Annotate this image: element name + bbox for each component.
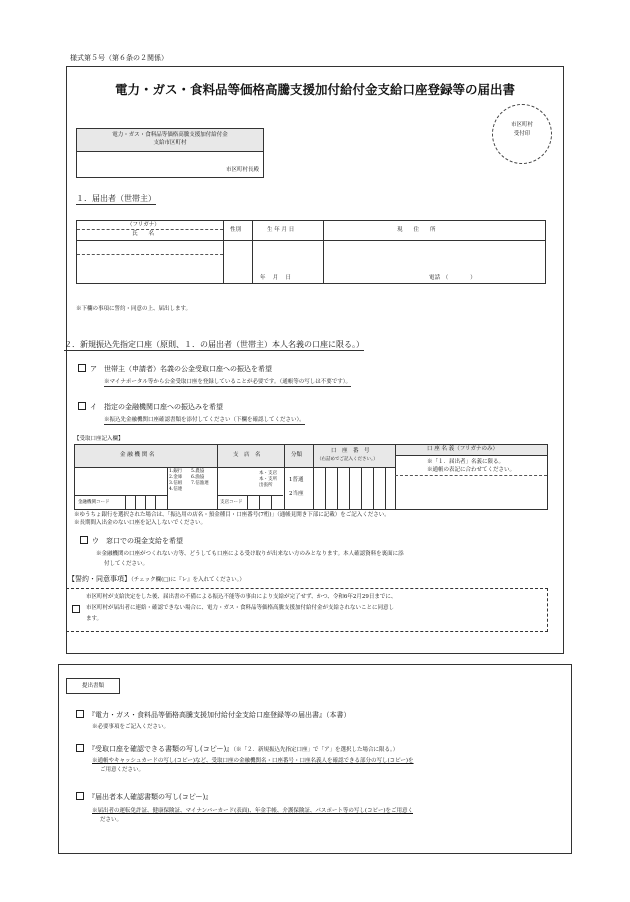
applicant-table[interactable] xyxy=(76,220,546,284)
consent-heading-row xyxy=(68,575,245,584)
form-number: 様式第５号（第６条の２関係） xyxy=(70,54,168,62)
col-holder: 口 座 名 義（フリガナのみ） xyxy=(427,446,498,452)
option-u-label: ウ 窓口での現金支給を希望 xyxy=(92,537,183,545)
col-number: 口 座 番 号 xyxy=(331,448,370,454)
birth-label: 生 年 月 日 xyxy=(267,227,295,233)
item2-sub: （※「２．新規振込先指定口座」で「ア」を選択した場合に限る。） xyxy=(233,747,399,753)
option-a-label: ア 世帯主（申請者）名義の公金受取口座への振込を希望 xyxy=(90,365,272,373)
account-type-2: 2当座 xyxy=(289,491,304,497)
birth-date-fields: 年 月 日 xyxy=(260,275,291,281)
option-u-note2: 付してください。 xyxy=(104,561,149,567)
bank-types-2: 5.農協 6.漁協 7.信漁連 xyxy=(191,469,209,486)
holder-note2: ※通帳の表記に合わせてください。 xyxy=(427,467,516,473)
item3-label: 『届出者本人確認書類の写し(コピー)』 xyxy=(88,793,213,801)
submission-item3[interactable] xyxy=(76,792,212,802)
consent-line2: 市区町村が届出者に連絡・確認できない場合に、電力・ガス・食料品等価格高騰支援加付給付金が支給されないことに同意し xyxy=(86,605,395,611)
note-long: ※長期間入出金のない口座を記入しないでください。 xyxy=(74,520,207,526)
consent-heading-sub: （チェック欄(□)に『レ』を入れてください。） xyxy=(131,577,245,583)
option-u[interactable] xyxy=(80,536,183,546)
gender-label: 性別 xyxy=(230,227,242,233)
item3-note1: ※届出者の運転免許証、健康保険証、マイナンバーカード(表面)、年金手帳、介護保険証、パスポート等の写し(コピー)をご用意く xyxy=(92,808,413,814)
option-a[interactable] xyxy=(78,364,272,374)
item2-checkbox[interactable] xyxy=(76,744,84,752)
submission-item1[interactable] xyxy=(76,710,351,720)
consent-line3: ます。 xyxy=(86,616,103,622)
reception-stamp xyxy=(492,104,552,164)
account-section-label: 【受取口座記入欄】 xyxy=(74,436,124,442)
submission-heading: 提出書類 xyxy=(81,683,104,689)
option-i[interactable] xyxy=(78,402,223,412)
name-label: 氏 名 xyxy=(132,231,155,237)
item2-note1: ※通帳やキャッシュカードの写し(コピー)など、受取口座の金融機関名・口座番号・口座名義人を確認できる部分の写し(コピー)を xyxy=(92,758,414,764)
option-u-checkbox[interactable] xyxy=(80,536,88,544)
item2-label: 『受取口座を確認できる書類の写し(コピー)』 xyxy=(88,745,234,753)
bank-code-label: 金融機関コード xyxy=(78,500,110,505)
addressee-line1: 電力・ガス・食料品等価格高騰支援加付給付金 xyxy=(112,132,228,138)
item2-note2: ご用意ください。 xyxy=(100,767,145,773)
address-label: 現 住 所 xyxy=(397,227,436,233)
consent-heading: 【誓約・同意事項】 xyxy=(68,575,131,583)
account-table[interactable] xyxy=(74,444,548,510)
note-yucho: ※ゆうちょ銀行を選択された場合は、「振込用の店名・預金種目・口座番号(7桁)」（通帳見開き下部に記載）をご記入ください。 xyxy=(74,512,390,518)
option-i-checkbox[interactable] xyxy=(78,402,86,410)
branch-types: 本・支店 本・支所 出張所 xyxy=(259,471,277,488)
col-number-sub: （右詰めでご記入ください。） xyxy=(317,457,378,462)
item1-note: ※必要事項をご記入ください。 xyxy=(92,724,170,730)
stamp-line1: 市区町村 xyxy=(510,122,533,128)
option-i-label: イ 指定の金融機関口座への振込みを希望 xyxy=(90,403,223,411)
option-a-note: ※マイナポータル等から公金受取口座を登録していることが必要です。（通帳等の写しは不要です）。 xyxy=(104,379,351,385)
branch-code-label: 支店コード xyxy=(220,500,243,505)
col-bank: 金 融 機 関 名 xyxy=(120,452,155,458)
account-type-1: 1普通 xyxy=(289,477,304,483)
col-branch: 支 店 名 xyxy=(233,452,261,458)
item1-checkbox[interactable] xyxy=(76,710,84,718)
pledge-note: ※下欄の事項に誓約・同意の上、届出します。 xyxy=(76,306,192,312)
phone-field: 電話 （ ） xyxy=(429,275,476,281)
item1-label: 『電力・ガス・食料品等価格高騰支援加付給付金支給口座登録等の届出書』（本書） xyxy=(88,711,351,719)
section1-heading: １．届出者（世帯主） xyxy=(76,194,156,203)
addressee-line2: 支給市区町村 xyxy=(153,140,187,146)
furigana-label: （フリガナ） xyxy=(127,222,160,228)
option-a-checkbox[interactable] xyxy=(78,364,86,372)
col-type: 分類 xyxy=(291,452,303,458)
submission-heading-box xyxy=(66,678,120,694)
consent-line1: 市区町村が支給決定をした後、届出書の不備による振込不能等の事由により支給が完了せず、かつ、令和6年2月29日までに、 xyxy=(86,594,397,600)
holder-note1: ※「１．届出者」名義に限る。 xyxy=(427,459,505,465)
section2-heading: ２．新規振込先指定口座（原則、１．の届出者（世帯主）本人名義の口座に限る。） xyxy=(64,340,364,349)
option-u-note1: ※金融機関の口座がつくれない方等、どうしても口座による受け取りが出来ない方のみとなります。本人確認資料を裏面に添 xyxy=(96,551,404,557)
stamp-line2: 受付印 xyxy=(513,131,531,137)
bank-types-1: 1.銀行 2.金庫 3.信組 4.信連 xyxy=(169,469,183,492)
page-title: 電力・ガス・食料品等価格高騰支援加付給付金支給口座登録等の届出書 xyxy=(114,82,515,97)
item3-checkbox[interactable] xyxy=(76,792,84,800)
addressee-line3: 市区町村長殿 xyxy=(225,167,259,173)
addressee-box xyxy=(76,128,264,178)
consent-checkbox[interactable] xyxy=(72,605,80,613)
option-i-note: ※振込先金融機関口座確認書類を添付してください（下欄を確認してください）。 xyxy=(104,417,305,423)
submission-item2[interactable] xyxy=(76,744,398,754)
item3-note2: ださい。 xyxy=(100,817,123,823)
